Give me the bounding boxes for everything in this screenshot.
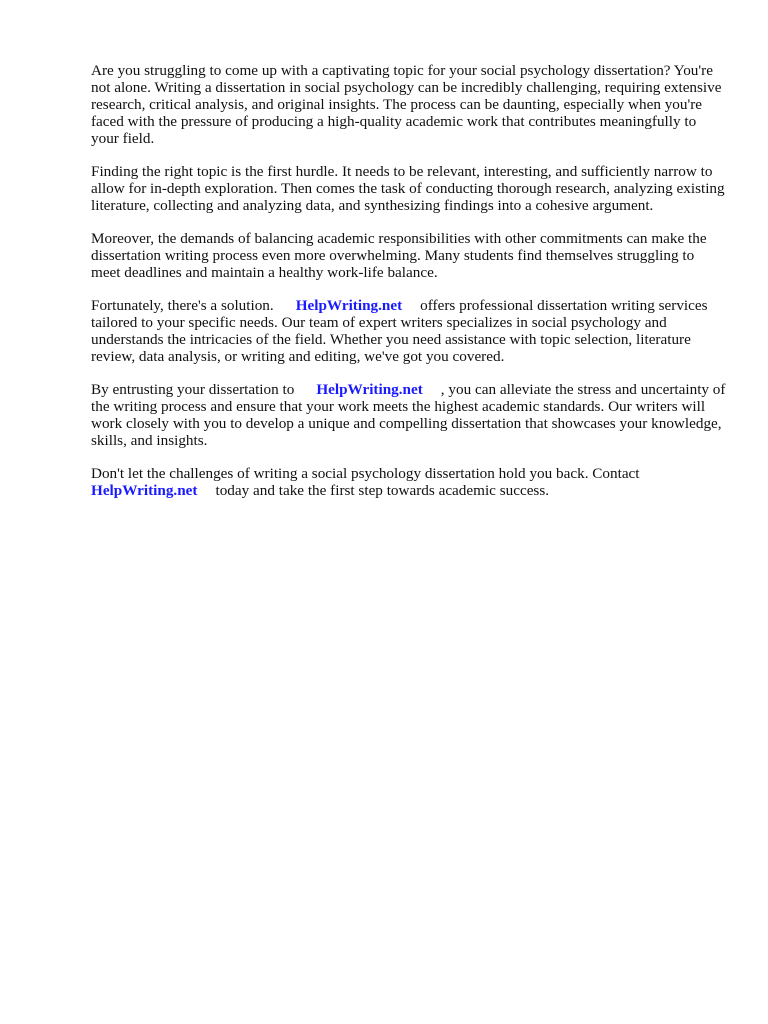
closing-text-before: Don't let the challenges of writing a social psychology dissertation hold you back. Contact — [91, 465, 640, 482]
helpwriting-link[interactable]: HelpWriting.net — [91, 482, 198, 499]
paragraph-intro: Are you struggling to come up with a captivating topic for your social psychology dissertation? You're not alone. Writing a dissertation in social psychology can be incredibly challenging, requiring extensive research, critical analysis, and original insights. The process can be daunting, especially when you're faced with the pressure of producing a high-quality academic work that contributes meaningfully to your field. — [91, 62, 722, 147]
closing-text-after: today and take the first step towards academic success. — [215, 482, 550, 499]
paragraph-topic: Finding the right topic is the first hurdle. It needs to be relevant, interesting, and sufficiently narrow to allow for in-depth exploration. Then comes the task of conducting thorough research, analyzing existing literature, collecting and analyzing data, and synthesizing findings into a cohesive argument. — [91, 163, 725, 214]
paragraph-entrusting — [91, 381, 727, 449]
entrusting-text-before: By entrusting your dissertation to — [91, 381, 295, 398]
entrusting-text-after: , you can alleviate the stress and uncertainty of the writing process and ensure that your work meets the highest academic standards. Our writers will work closely with you to develop a unique and compelling dissertation that showcases your knowledge, skills, and insights. — [91, 381, 726, 449]
paragraph-demands: Moreover, the demands of balancing academic responsibilities with other commitments can make the dissertation writing process even more overwhelming. Many students find themselves struggling to meet deadlines and maintain a healthy work-life balance. — [91, 230, 707, 281]
solution-text-after: offers professional dissertation writing services tailored to your specific needs. Our team of expert writers specializes in social psychology and understands the intricacies of the field. Whether you need assistance with topic selection, literature review, data analysis, or writing and editing, we've got you covered. — [91, 297, 708, 365]
helpwriting-link[interactable]: HelpWriting.net — [316, 381, 423, 398]
solution-text-before: Fortunately, there's a solution. — [91, 297, 274, 314]
document-body — [91, 62, 727, 515]
helpwriting-link[interactable]: HelpWriting.net — [295, 297, 403, 314]
paragraph-closing — [91, 465, 727, 499]
paragraph-solution — [91, 297, 727, 365]
